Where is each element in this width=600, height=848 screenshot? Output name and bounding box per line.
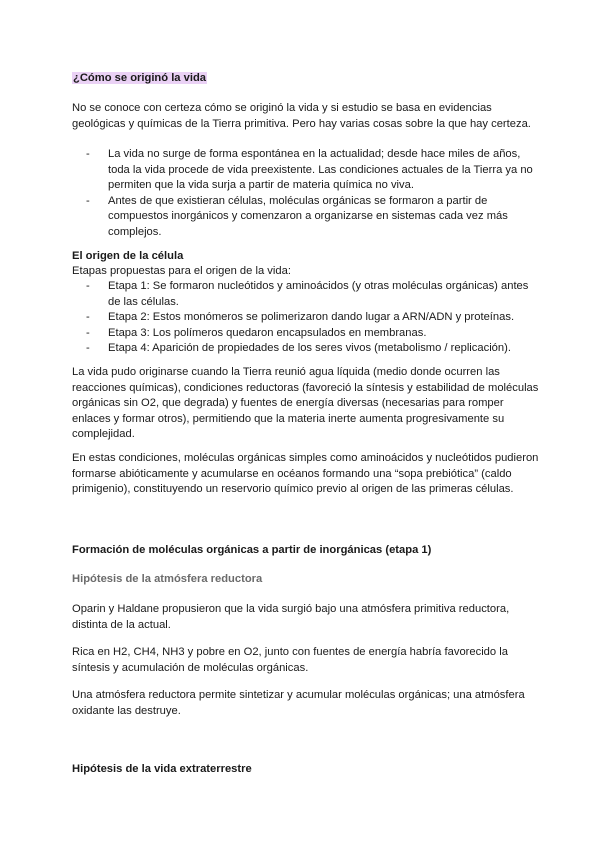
extraterrestrial-heading: Hipótesis de la vida extraterrestre <box>72 763 252 775</box>
list-item: - La vida no surge de forma espontánea en la actualidad; desde hace miles de años, toda la vida procede de vida preexistente. Las condiciones actuales de la Tierra ya no permiten que la vida surja a partir de materia química no viva. <box>72 147 542 194</box>
list-item: - Etapa 2: Estos monómeros se polimerizaron dando lugar a ARN/ADN y proteínas. <box>72 310 542 326</box>
title-highlight: ¿Cómo se originó la vida <box>73 72 207 84</box>
composition-paragraph: Rica en H2, CH4, NH3 y pobre en O2, junto con fuentes de energía habría favorecido la síntesis y acumulación de moléculas orgánicas. <box>72 646 508 674</box>
conditions-paragraph: La vida pudo originarse cuando la Tierra reunió agua líquida (medio donde ocurren las reacciones químicas), condiciones reductoras (favoreció la síntesis y estabilidad de moléculas orgánicas sin O2, que degrada) y fuentes de energía diversas (necesarias para romper enlaces y formar otros), permitiendo que la materia inerte aumenta progresivamente su complejidad. <box>72 366 539 440</box>
section-heading: Formación de moléculas orgánicas a partir de inorgánicas (etapa 1) <box>72 544 432 556</box>
page-title <box>72 71 542 87</box>
list-item: - Etapa 4: Aparición de propiedades de los seres vivos (metabolismo / replicación). <box>72 341 542 357</box>
intro-paragraph: No se conoce con certeza cómo se originó la vida y si estudio se basa en evidencias geológicas y químicas de la Tierra primitiva. Pero hay varias cosas sobre la que hay certeza. <box>72 102 531 130</box>
stages-list <box>72 279 542 357</box>
cell-origin-heading: El origen de la célula <box>72 250 184 262</box>
prebiotic-soup-paragraph: En estas condiciones, moléculas orgánicas simples como aminoácidos y nucleótidos pudieron formarse abióticamente y acumularse en océanos formando una “sopa prebiótica” (caldo primigenio), constituyendo un reservorio químico previo al origen de las primeras células. <box>72 452 539 495</box>
certainty-list <box>72 147 542 240</box>
list-item: - Etapa 1: Se formaron nucleótidos y aminoácidos (y otras moléculas orgánicas) antes de las células. <box>72 279 542 310</box>
list-item: - Etapa 3: Los polímeros quedaron encapsulados en membranas. <box>72 326 542 342</box>
stages-intro: Etapas propuestas para el origen de la vida: <box>72 265 291 277</box>
list-item: - Antes de que existieran células, moléculas orgánicas se formaron a partir de compuestos inorgánicos y comenzaron a organizarse en sistemas cada vez más complejos. <box>72 194 542 241</box>
reducing-paragraph: Una atmósfera reductora permite sintetizar y acumular moléculas orgánicas; una atmósfera oxidante las destruye. <box>72 689 525 717</box>
oparin-paragraph: Oparin y Haldane propusieron que la vida surgió bajo una atmósfera primitiva reductora, distinta de la actual. <box>72 603 510 631</box>
subsection-heading: Hipótesis de la atmósfera reductora <box>72 573 263 585</box>
